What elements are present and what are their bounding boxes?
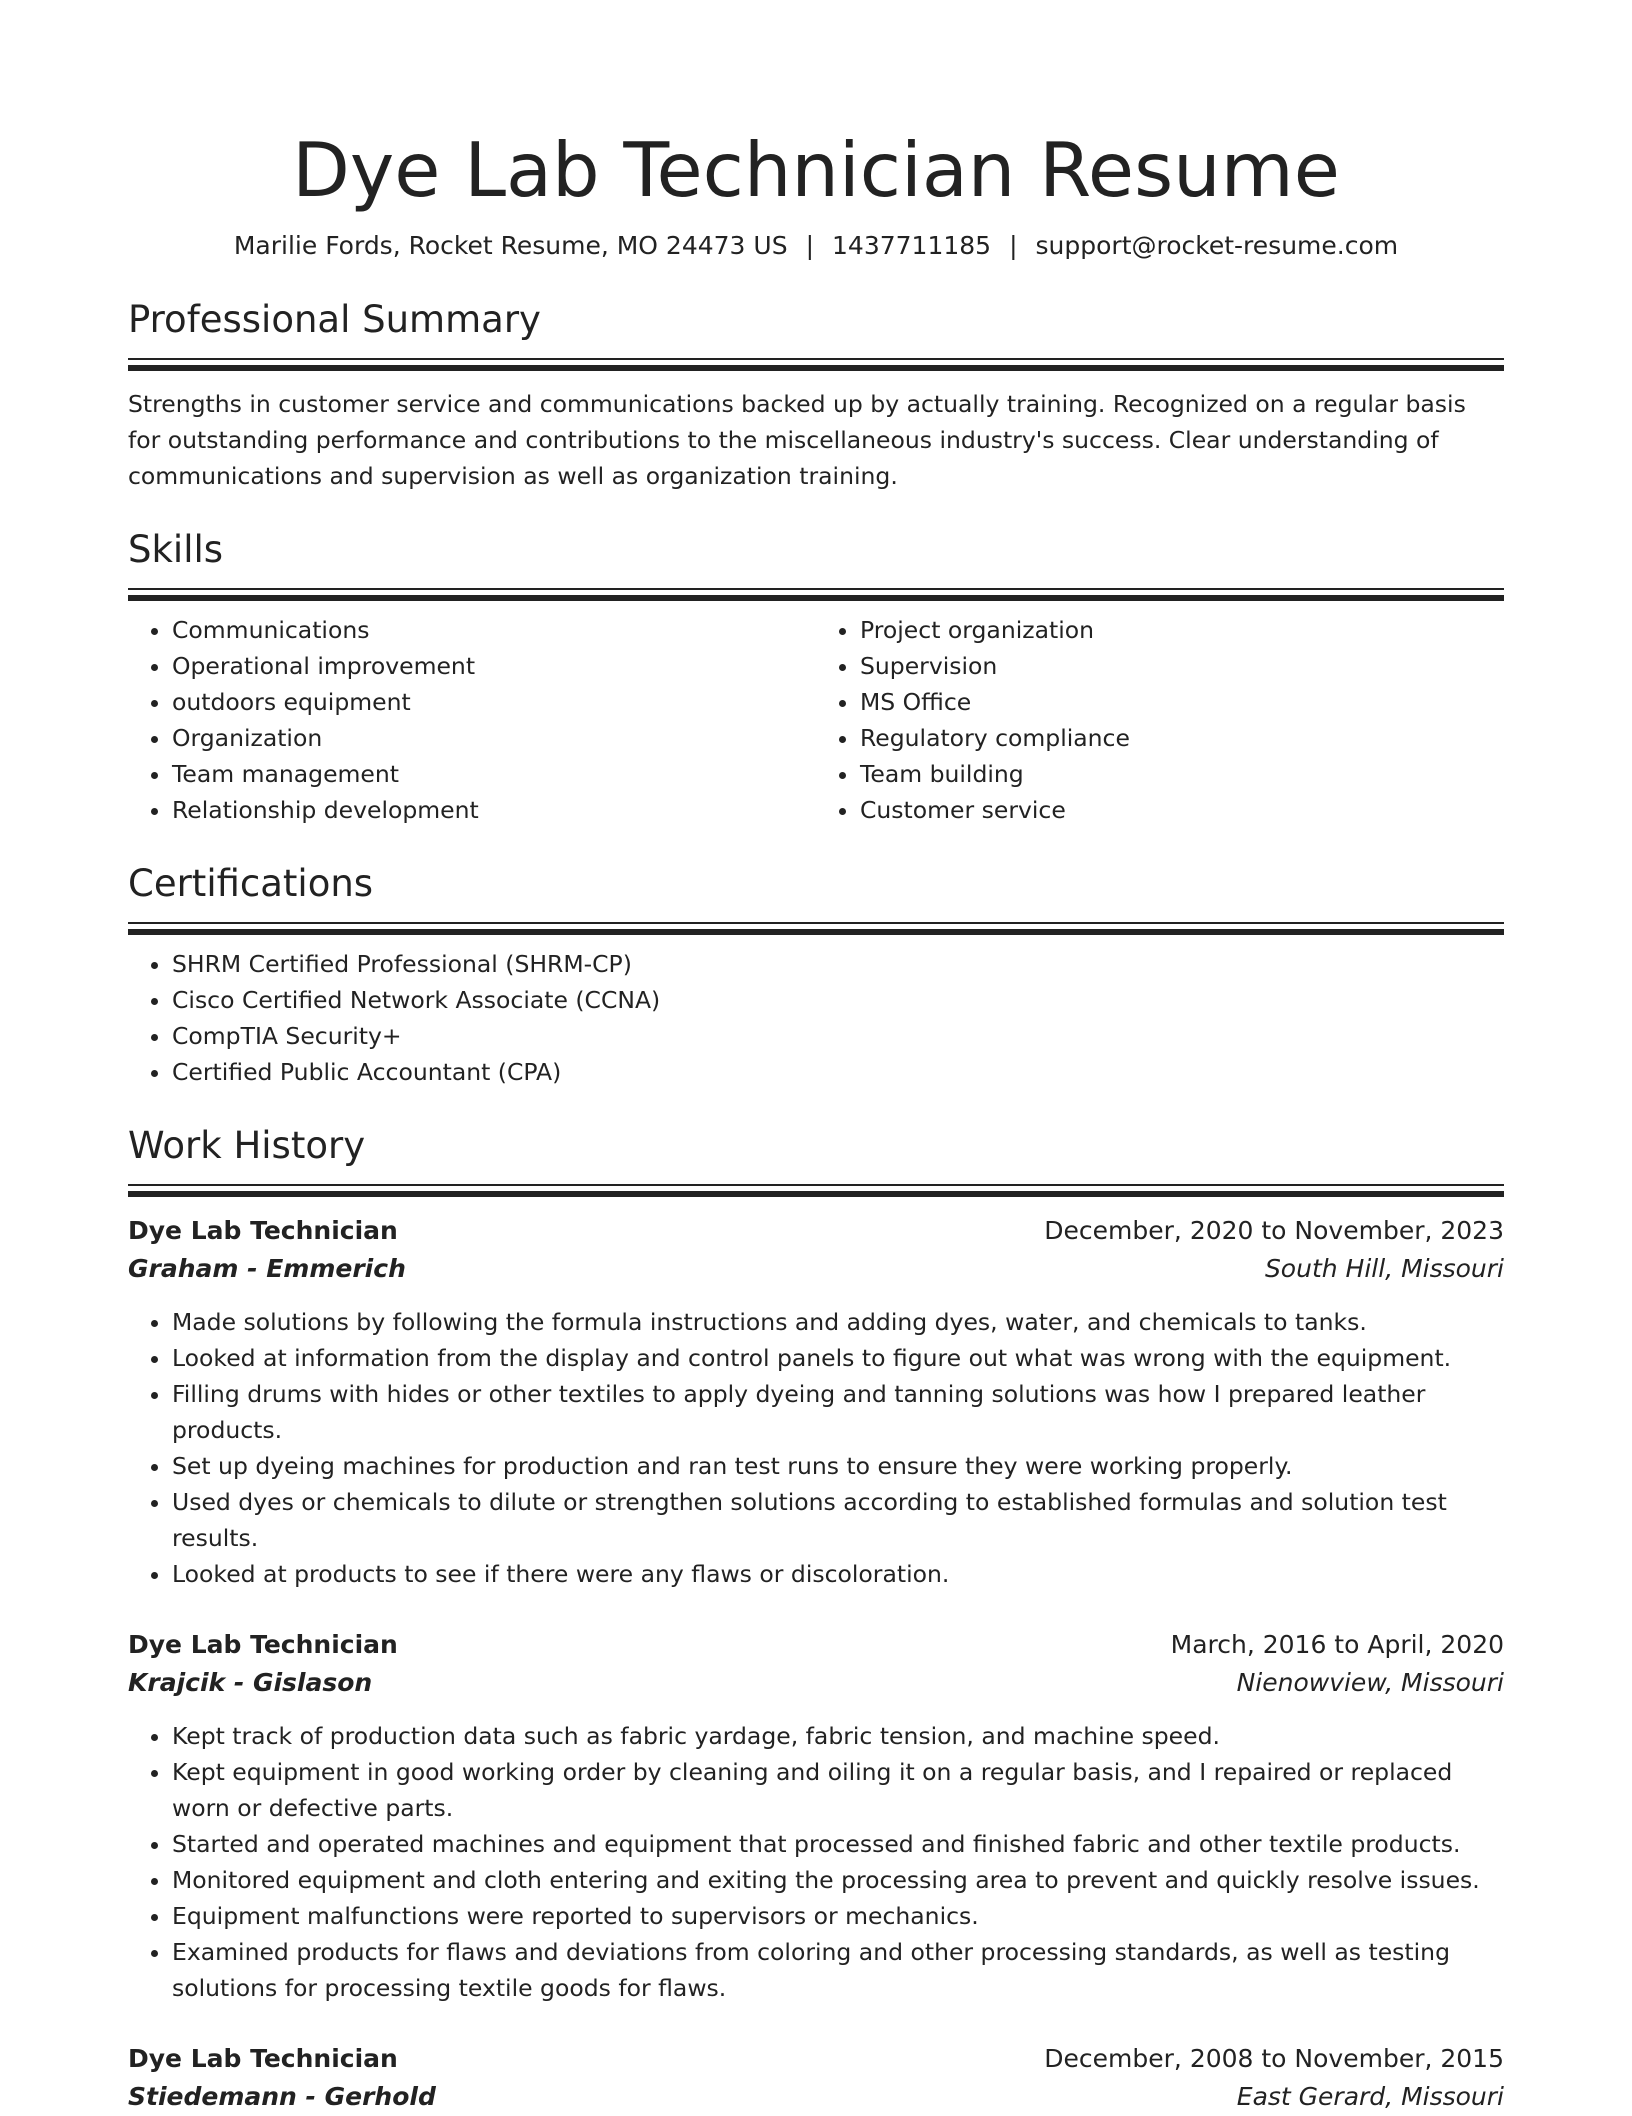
job-dates: December, 2008 to November, 2015 <box>1044 2044 1504 2073</box>
job-header-row <box>128 1626 1504 1664</box>
job-company: Graham - Emmerich <box>128 1254 406 1283</box>
job-bullet: • Set up dyeing machines for production and ran test runs to ensure they were working properly. <box>172 1448 1504 1484</box>
skill-item: • MS Office <box>860 684 1504 720</box>
skill-item: • Team building <box>860 756 1504 792</box>
skills-list-left <box>128 612 816 828</box>
certification-item: • SHRM Certified Professional (SHRM-CP) <box>172 946 1504 982</box>
job-dates: March, 2016 to April, 2020 <box>1170 1630 1504 1659</box>
job-bullet: • Kept equipment in good working order by cleaning and oiling it on a regular basis, and I repaired or replaced worn or defective parts. <box>172 1754 1504 1826</box>
job-subheader-row <box>128 1664 1504 1702</box>
job-location: East Gerard, Missouri <box>1236 2082 1504 2111</box>
work-history-heading: Work History <box>128 1124 366 1167</box>
job-bullet: • Equipment malfunctions were reported to supervisors or mechanics. <box>172 1898 1504 1934</box>
job-title: Dye Lab Technician <box>128 1216 398 1245</box>
job-bullet: • Monitored equipment and cloth entering and exiting the processing area to prevent and quickly resolve issues. <box>172 1862 1504 1898</box>
certifications-list <box>128 946 1504 1090</box>
skill-item: • outdoors equipment <box>172 684 816 720</box>
job-subheader-row <box>128 1250 1504 1288</box>
summary-text: Strengths in customer service and communications backed up by actually training. Recognized on a regular basis for outstanding performance and contributions to the miscellaneous industry's success. Clear understanding of communications and supervision as well as organization training. <box>128 390 1466 490</box>
job-bullet: • Made solutions by following the formula instructions and adding dyes, water, and chemicals to tanks. <box>172 1304 1504 1340</box>
contact-address: Marilie Fords, Rocket Resume, MO 24473 US <box>233 231 788 260</box>
job-bullet: • Looked at information from the display and control panels to figure out what was wrong with the equipment. <box>172 1340 1504 1376</box>
summary-heading: Professional Summary <box>128 298 541 341</box>
job-bullet: • Used dyes or chemicals to dilute or strengthen solutions according to established formulas and solution test results. <box>172 1484 1504 1556</box>
skill-item: • Relationship development <box>172 792 816 828</box>
skills-heading: Skills <box>128 528 224 571</box>
job-entry <box>128 2040 1504 2116</box>
job-bullet: • Filling drums with hides or other textiles to apply dyeing and tanning solutions was how I prepared leather products. <box>172 1376 1504 1448</box>
skill-item: • Regulatory compliance <box>860 720 1504 756</box>
contact-separator: | <box>805 231 815 260</box>
section-divider <box>128 1184 1504 1196</box>
contact-line <box>128 228 1504 264</box>
skill-item: • Operational improvement <box>172 648 816 684</box>
skill-item: • Customer service <box>860 792 1504 828</box>
job-title: Dye Lab Technician <box>128 2044 398 2073</box>
job-bullet: • Started and operated machines and equipment that processed and finished fabric and other textile products. <box>172 1826 1504 1862</box>
skills-section <box>128 526 1504 828</box>
skill-item: • Organization <box>172 720 816 756</box>
skill-item: • Team management <box>172 756 816 792</box>
job-bullet: • Kept track of production data such as fabric yardage, fabric tension, and machine speed. <box>172 1718 1504 1754</box>
job-company: Stiedemann - Gerhold <box>128 2082 436 2111</box>
skills-list-right <box>816 612 1504 828</box>
job-header-row <box>128 1212 1504 1250</box>
resume-title: Dye Lab Technician Resume <box>292 126 1340 214</box>
job-location: Nienowview, Missouri <box>1236 1668 1504 1697</box>
job-title: Dye Lab Technician <box>128 1630 398 1659</box>
job-bullet: • Examined products for flaws and deviations from coloring and other processing standards, as well as testing solutions for processing textile goods for flaws. <box>172 1934 1504 2006</box>
job-entry <box>128 1212 1504 1592</box>
resume-page <box>128 118 1504 2116</box>
contact-email: support@rocket-resume.com <box>1035 231 1399 260</box>
job-bullets <box>128 1718 1504 2006</box>
job-subheader-row <box>128 2078 1504 2116</box>
skill-item: • Communications <box>172 612 816 648</box>
job-bullet: • Looked at products to see if there were any flaws or discoloration. <box>172 1556 1504 1592</box>
job-location: South Hill, Missouri <box>1264 1254 1504 1283</box>
section-divider <box>128 588 1504 600</box>
certifications-heading: Certifications <box>128 862 374 905</box>
job-entry <box>128 1626 1504 2006</box>
job-company: Krajcik - Gislason <box>128 1668 373 1697</box>
certification-item: • CompTIA Security+ <box>172 1018 1504 1054</box>
job-header-row <box>128 2040 1504 2078</box>
contact-separator: | <box>1009 231 1018 260</box>
section-divider <box>128 358 1504 370</box>
certification-item: • Certified Public Accountant (CPA) <box>172 1054 1504 1090</box>
contact-phone: 1437711185 <box>832 231 992 260</box>
certification-item: • Cisco Certified Network Associate (CCNA) <box>172 982 1504 1018</box>
skill-item: • Project organization <box>860 612 1504 648</box>
skill-item: • Supervision <box>860 648 1504 684</box>
job-bullets <box>128 1304 1504 1592</box>
job-dates: December, 2020 to November, 2023 <box>1044 1216 1504 1245</box>
certifications-section <box>128 860 1504 1090</box>
work-history-section <box>128 1122 1504 2116</box>
skills-columns <box>128 600 1504 828</box>
section-divider <box>128 922 1504 934</box>
summary-section <box>128 296 1504 494</box>
